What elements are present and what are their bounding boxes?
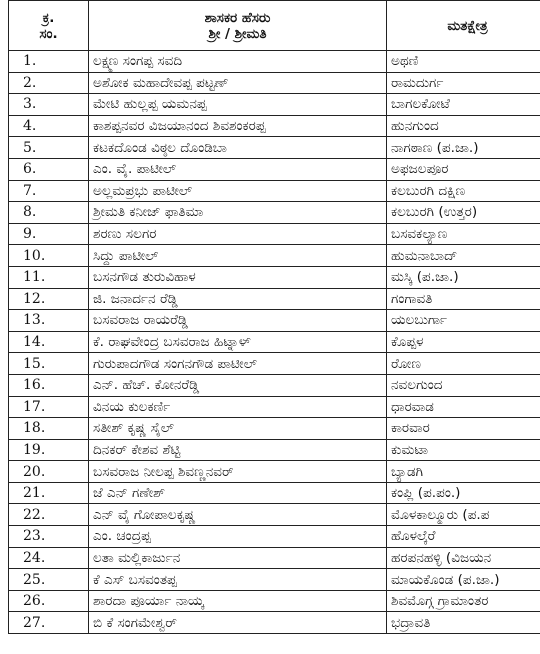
serial-cell: 1. (9, 51, 89, 73)
table-row (9, 461, 540, 483)
serial-cell: 27. (9, 612, 89, 634)
name-cell: ಮೇಟಿ ಹುಲ್ಲಪ್ಪ ಯಮನಪ್ಪ (89, 94, 387, 116)
name-cell: ಬಸವರಾಜ ನೀಲಪ್ಪ ಶಿವಣ್ಣನವರ್ (89, 461, 387, 483)
name-header-line2: ಶ್ರೀ / ಶ್ರೀಮತಿ (208, 25, 267, 42)
constituency-cell: ನವಲಗುಂದ (387, 374, 540, 396)
constituency-cell: ಹುನಗುಂದ (387, 115, 540, 137)
name-cell: ಕಾಶಪ್ಪನವರ ವಿಜಯಾನಂದ ಶಿವಶಂಕರಪ್ಪ (89, 115, 387, 137)
name-cell: ಗುರುಪಾದಗೌಡ ಸಂಗನಗೌಡ ಪಾಟೀಲ್ (89, 353, 387, 375)
table-row (9, 439, 540, 461)
name-header (89, 1, 387, 51)
constituency-cell: ಧಾರವಾಡ (387, 396, 540, 418)
name-cell: ಅಲ್ಲಮಪ್ರಭು ಪಾಟೀಲ್ (89, 180, 387, 202)
constituency-cell: ಬಾಗಲಕೋಟೆ (387, 94, 540, 116)
table-row (9, 115, 540, 137)
serial-cell: 13. (9, 310, 89, 332)
constituency-cell: ಹರಪನಹಳ್ಳಿ (ವಿಜಯನ (387, 547, 540, 569)
table-row (9, 202, 540, 224)
table-row (9, 266, 540, 288)
serial-cell: 4. (9, 115, 89, 137)
table-row (9, 396, 540, 418)
name-cell: ಜಿ. ಜನಾರ್ದನ ರೆಡ್ಡಿ (89, 288, 387, 310)
serial-cell: 19. (9, 439, 89, 461)
constituency-cell: ಅಫಜಲಪೂರ (387, 158, 540, 180)
name-cell: ಸತೀಶ್ ಕೃಷ್ಣ ಸೈಲ್ (89, 418, 387, 440)
serial-cell: 17. (9, 396, 89, 418)
constituency-cell: ಅಥಣಿ (387, 51, 540, 73)
table-row (9, 310, 540, 332)
constituency-cell: ಮಾಯಕೊಂಡ (ಪ.ಜಾ.) (387, 569, 540, 591)
serial-header-line1: ಕ್ರ. (42, 9, 55, 26)
table-row (9, 331, 540, 353)
name-cell: ದಿನಕರ್ ಕೇಶವ ಶೆಟ್ಟಿ (89, 439, 387, 461)
table-row (9, 612, 540, 634)
table-row (9, 504, 540, 526)
constituency-cell: ಗಂಗಾವತಿ (387, 288, 540, 310)
serial-cell: 3. (9, 94, 89, 116)
constituency-cell: ಕಂಪ್ಲಿ (ಪ.ಪಂ.) (387, 482, 540, 504)
constituency-cell: ಬ್ಯಾಡಗಿ (387, 461, 540, 483)
serial-cell: 5. (9, 137, 89, 159)
serial-cell: 16. (9, 374, 89, 396)
table-row (9, 569, 540, 591)
name-cell: ಬಿ ಕೆ ಸಂಗಮೇಶ್ವರ್ (89, 612, 387, 634)
serial-cell: 24. (9, 547, 89, 569)
table-row (9, 72, 540, 94)
header-row (9, 1, 540, 51)
constituency-cell: ಶಿವಮೊಗ್ಗ ಗ್ರಾಮಾಂತರ (387, 590, 540, 612)
table-row (9, 158, 540, 180)
table-row (9, 353, 540, 375)
name-cell: ಎನ್. ಹೆಚ್. ಕೋನರೆಡ್ಡಿ (89, 374, 387, 396)
name-cell: ಶರಣು ಸಲಗರ (89, 223, 387, 245)
table-row (9, 223, 540, 245)
table-row (9, 547, 540, 569)
name-cell: ಎನ್ ವೈ ಗೋಪಾಲಕೃಷ್ಣ (89, 504, 387, 526)
name-cell: ಎಂ. ವೈ. ಪಾಟೀಲ್ (89, 158, 387, 180)
serial-cell: 20. (9, 461, 89, 483)
constituency-cell: ಬಸವಕಲ್ಯಾಣ (387, 223, 540, 245)
serial-cell: 18. (9, 418, 89, 440)
constituency-cell: ಕಲಬುರಗಿ ದಕ್ಷಿಣ (387, 180, 540, 202)
name-cell: ಶ್ರೀಮತಿ ಕನೀಜ್ ಫಾತಿಮಾ (89, 202, 387, 224)
name-cell: ಕೆ ಎಸ್ ಬಸವಂತಪ್ಪ (89, 569, 387, 591)
table-header (9, 1, 540, 51)
constituency-cell: ಕಾರವಾರ (387, 418, 540, 440)
serial-cell: 25. (9, 569, 89, 591)
name-cell: ಶಾರದಾ ಪೂರ್ಯಾ ನಾಯ್ಕ (89, 590, 387, 612)
constituency-cell: ಹೊಳಲ್ಕೆರೆ (387, 526, 540, 548)
table-row (9, 526, 540, 548)
table-row (9, 482, 540, 504)
constituency-cell: ನಾಗಠಾಣ (ಪ.ಜಾ.) (387, 137, 540, 159)
name-cell: ಅಶೋಕ ಮಹಾದೇವಪ್ಪ ಪಟ್ಟಣ್ (89, 72, 387, 94)
serial-cell: 22. (9, 504, 89, 526)
constituency-header: ಮತಕ್ಷೇತ್ರ (387, 1, 540, 51)
name-cell: ಕಟಕದೊಂಡ ವಿಠ್ಠಲ ದೊಂಡಿಬಾ (89, 137, 387, 159)
name-cell: ಎಂ. ಚಂದ್ರಪ್ಪ (89, 526, 387, 548)
serial-header-line2: ಸಂ. (39, 25, 58, 42)
constituency-cell: ಕುಮಟಾ (387, 439, 540, 461)
name-cell: ಲತಾ ಮಲ್ಲಿಕಾರ್ಜುನ (89, 547, 387, 569)
name-cell: ಬಸವರಾಜ ರಾಯರೆಡ್ಡಿ (89, 310, 387, 332)
serial-cell: 12. (9, 288, 89, 310)
serial-cell: 23. (9, 526, 89, 548)
constituency-cell: ಕೊಪ್ಪಳ (387, 331, 540, 353)
constituency-cell: ರಾಮದುರ್ಗ (387, 72, 540, 94)
serial-cell: 9. (9, 223, 89, 245)
name-cell: ಬಸನಗೌಡ ತುರುವಿಹಾಳ (89, 266, 387, 288)
serial-cell: 7. (9, 180, 89, 202)
constituency-cell: ಮಸ್ಕಿ (ಪ.ಜಾ.) (387, 266, 540, 288)
serial-cell: 15. (9, 353, 89, 375)
name-cell: ಲಕ್ಷ್ಮಣ ಸಂಗಪ್ಪ ಸವದಿ (89, 51, 387, 73)
serial-header (9, 1, 89, 51)
table-row (9, 374, 540, 396)
serial-cell: 14. (9, 331, 89, 353)
table-row (9, 137, 540, 159)
name-cell: ವಿನಯ ಕುಲಕರ್ಣಿ (89, 396, 387, 418)
name-cell: ಜೆ ಎನ್ ಗಣೇಶ್ (89, 482, 387, 504)
table-row (9, 245, 540, 267)
serial-cell: 26. (9, 590, 89, 612)
table-row (9, 94, 540, 116)
table-row (9, 590, 540, 612)
constituency-cell: ಭದ್ರಾವತಿ (387, 612, 540, 634)
constituency-cell: ಮೊಳಕಾಲ್ಮೂರು (ಪ.ಪ (387, 504, 540, 526)
serial-cell: 21. (9, 482, 89, 504)
serial-cell: 2. (9, 72, 89, 94)
name-cell: ಸಿದ್ದು ಪಾಟೀಲ್ (89, 245, 387, 267)
mla-table (8, 0, 540, 634)
serial-cell: 6. (9, 158, 89, 180)
serial-cell: 11. (9, 266, 89, 288)
constituency-cell: ಹುಮನಾಬಾದ್ (387, 245, 540, 267)
constituency-cell: ಕಲಬುರಗಿ (ಉತ್ತರ) (387, 202, 540, 224)
table-row (9, 51, 540, 73)
serial-cell: 8. (9, 202, 89, 224)
name-cell: ಕೆ. ರಾಘವೇಂದ್ರ ಬಸವರಾಜ ಹಿಟ್ನಾಳ್ (89, 331, 387, 353)
constituency-cell: ಯಲಬುರ್ಗಾ (387, 310, 540, 332)
table-body (9, 51, 540, 634)
serial-cell: 10. (9, 245, 89, 267)
name-header-line1: ಶಾಸಕರ ಹೆಸರು (204, 9, 271, 26)
constituency-cell: ರೋಣ (387, 353, 540, 375)
table-row (9, 288, 540, 310)
table-row (9, 180, 540, 202)
table-row (9, 418, 540, 440)
